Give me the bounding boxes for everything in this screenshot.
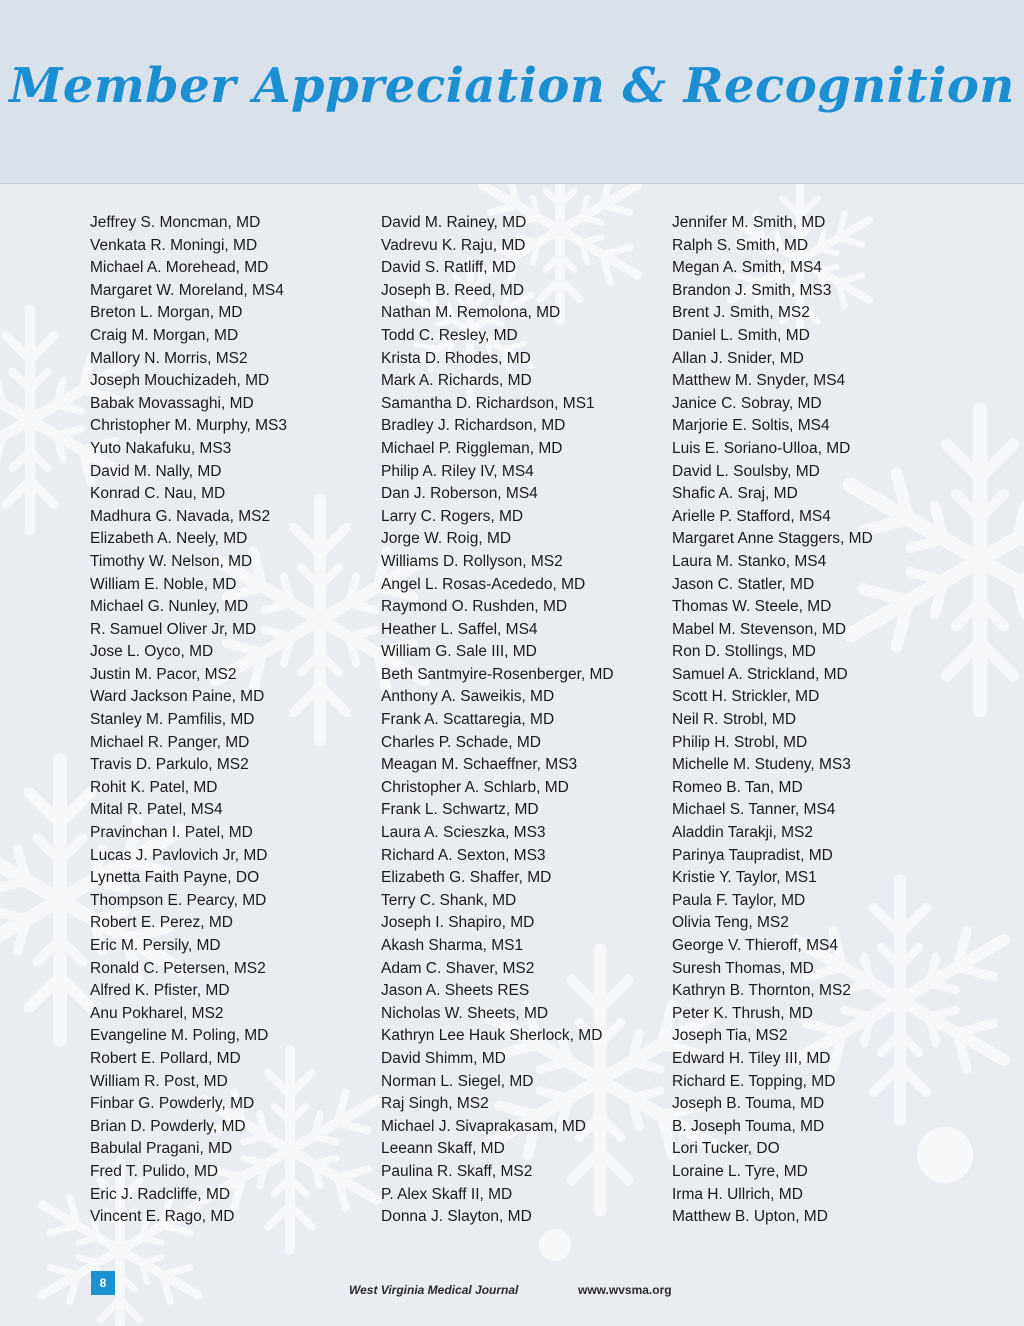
member-name: Arielle P. Stafford, MS4 — [672, 507, 831, 525]
member-name: Frank A. Scattaregia, MD — [381, 711, 555, 729]
member-name: Jorge W. Roig, MD — [381, 530, 512, 548]
member-name: Richard E. Topping, MD — [672, 1072, 836, 1090]
member-name: Elizabeth A. Neely, MD — [90, 530, 248, 548]
member-name: Edward H. Tiley III, MD — [672, 1049, 831, 1067]
member-name: Justin M. Pacor, MS2 — [90, 665, 237, 683]
member-name: Mabel M. Stevenson, MD — [672, 620, 847, 638]
member-name: Evangeline M. Poling, MD — [90, 1027, 269, 1045]
member-name: Robert E. Pollard, MD — [90, 1049, 241, 1067]
member-name: Robert E. Perez, MD — [90, 914, 233, 932]
member-name: Jennifer M. Smith, MD — [672, 214, 826, 231]
member-name: Samuel A. Strickland, MD — [672, 665, 848, 683]
member-name: Vincent E. Rago, MD — [90, 1208, 235, 1226]
member-name: Mallory N. Morris, MS2 — [90, 349, 248, 367]
member-name: Frank L. Schwartz, MD — [381, 801, 539, 819]
member-name: Eric J. Radcliffe, MD — [90, 1185, 231, 1203]
member-name: Kathryn Lee Hauk Sherlock, MD — [381, 1027, 603, 1045]
member-name: Christopher M. Murphy, MS3 — [90, 417, 287, 435]
member-name: Samantha D. Richardson, MS1 — [381, 394, 595, 412]
member-name: Christopher A. Schlarb, MD — [381, 778, 569, 796]
member-name: Ward Jackson Paine, MD — [90, 688, 265, 706]
member-name: Mital R. Patel, MS4 — [90, 801, 223, 819]
member-name: Pravinchan I. Patel, MD — [90, 824, 253, 842]
member-name: Norman L. Siegel, MD — [381, 1072, 534, 1090]
member-name: Vadrevu K. Raju, MD — [381, 236, 526, 254]
member-name: Babak Movassaghi, MD — [90, 394, 254, 412]
member-name: Thompson E. Pearcy, MD — [90, 891, 267, 909]
member-name: Michael R. Panger, MD — [90, 733, 250, 751]
member-name: Nicholas W. Sheets, MD — [381, 1004, 549, 1022]
member-name: Leeann Skaff, MD — [381, 1140, 505, 1158]
member-name: Dan J. Roberson, MS4 — [381, 485, 538, 503]
member-name: Daniel L. Smith, MD — [672, 326, 810, 344]
member-name: Paulina R. Skaff, MS2 — [381, 1162, 533, 1180]
member-name: David Shimm, MD — [381, 1049, 506, 1067]
member-name: R. Samuel Oliver Jr, MD — [90, 620, 257, 638]
member-name: Eric M. Persily, MD — [90, 937, 221, 954]
member-name: Babulal Pragani, MD — [90, 1140, 233, 1158]
member-name: David M. Nally, MD — [90, 462, 222, 480]
page-title: Member Appreciation & Recognition — [9, 58, 1015, 114]
member-name: Michelle M. Studeny, MS3 — [672, 756, 851, 774]
member-name: Olivia Teng, MS2 — [672, 914, 789, 932]
member-name: Michael A. Morehead, MD — [90, 259, 269, 277]
page-header — [0, 0, 1024, 184]
member-name: Scott H. Strickler, MD — [672, 688, 820, 706]
member-name: Timothy W. Nelson, MD — [90, 552, 253, 570]
member-name: Heather L. Saffel, MS4 — [381, 620, 538, 638]
member-name: Laura A. Scieszka, MS3 — [381, 824, 546, 842]
member-name: Loraine L. Tyre, MD — [672, 1162, 808, 1180]
member-name: Anu Pokharel, MS2 — [90, 1004, 224, 1022]
member-name: Bradley J. Richardson, MD — [381, 417, 566, 435]
member-name: Lucas J. Pavlovich Jr, MD — [90, 846, 268, 864]
member-name: Beth Santmyire-Rosenberger, MD — [381, 665, 614, 683]
member-name: Margaret W. Moreland, MS4 — [90, 281, 284, 299]
member-name: William R. Post, MD — [90, 1072, 228, 1090]
member-name: Janice C. Sobray, MD — [672, 394, 822, 412]
member-name: William G. Sale III, MD — [381, 643, 537, 661]
member-name: Matthew B. Upton, MD — [672, 1208, 828, 1226]
member-name: Margaret Anne Staggers, MD — [672, 530, 873, 548]
member-name: Marjorie E. Soltis, MS4 — [672, 417, 830, 435]
member-name: Aladdin Tarakji, MS2 — [672, 824, 814, 842]
member-name: Suresh Thomas, MD — [672, 959, 814, 977]
member-name: Matthew M. Snyder, MS4 — [672, 372, 846, 390]
member-name: Joseph B. Reed, MD — [381, 281, 525, 299]
member-name: Meagan M. Schaeffner, MS3 — [381, 756, 578, 774]
member-name: Donna J. Slayton, MD — [381, 1208, 532, 1226]
member-name: Alfred K. Pfister, MD — [90, 982, 230, 1000]
member-name: Stanley M. Pamfilis, MD — [90, 711, 255, 729]
member-name: Konrad C. Nau, MD — [90, 485, 226, 503]
member-name: Kristie Y. Taylor, MS1 — [672, 869, 817, 887]
member-name: Ronald C. Petersen, MS2 — [90, 959, 266, 977]
member-name: Shafic A. Sraj, MD — [672, 485, 798, 503]
member-column-2 — [381, 212, 671, 1229]
member-name: Craig M. Morgan, MD — [90, 326, 239, 344]
member-name: Jeffrey S. Moncman, MD — [90, 214, 261, 231]
member-name: William E. Noble, MD — [90, 575, 237, 593]
member-name: Charles P. Schade, MD — [381, 733, 541, 751]
member-name: David S. Ratliff, MD — [381, 259, 516, 277]
member-name: Elizabeth G. Shaffer, MD — [381, 869, 552, 887]
member-name: Madhura G. Navada, MS2 — [90, 507, 271, 525]
member-column-3 — [672, 212, 962, 1229]
member-name: Megan A. Smith, MS4 — [672, 259, 822, 277]
member-name: Joseph Tia, MS2 — [672, 1027, 788, 1045]
member-name: Philip H. Strobl, MD — [672, 733, 808, 751]
member-name: Jason A. Sheets RES — [381, 982, 530, 1000]
member-name: P. Alex Skaff II, MD — [381, 1185, 513, 1203]
member-name: Brandon J. Smith, MS3 — [672, 281, 832, 299]
member-name: Allan J. Snider, MD — [672, 349, 804, 367]
member-name: Jose L. Oyco, MD — [90, 643, 214, 661]
member-name: Philip A. Riley IV, MS4 — [381, 462, 534, 480]
member-name: B. Joseph Touma, MD — [672, 1117, 825, 1135]
member-name: Michael P. Riggleman, MD — [381, 439, 563, 457]
journal-name: West Virginia Medical Journal — [349, 1283, 519, 1297]
member-name: Breton L. Morgan, MD — [90, 304, 243, 322]
member-name: Terry C. Shank, MD — [381, 891, 517, 909]
member-name: Rohit K. Patel, MD — [90, 778, 218, 796]
member-name: David M. Rainey, MD — [381, 214, 527, 231]
member-name: Laura M. Stanko, MS4 — [672, 552, 827, 570]
member-name: Venkata R. Moningi, MD — [90, 236, 258, 254]
member-name: Parinya Taupradist, MD — [672, 846, 833, 864]
member-name: Michael J. Sivaprakasam, MD — [381, 1117, 587, 1135]
member-name: Angel L. Rosas-Acededo, MD — [381, 575, 586, 593]
member-name: Yuto Nakafuku, MS3 — [90, 439, 232, 457]
member-name: Michael G. Nunley, MD — [90, 598, 249, 616]
member-name: Neil R. Strobl, MD — [672, 711, 797, 729]
member-name: Larry C. Rogers, MD — [381, 507, 524, 525]
member-name: Luis E. Soriano-Ulloa, MD — [672, 439, 851, 457]
website-link[interactable]: www.wvsma.org — [578, 1283, 672, 1297]
member-name: Anthony A. Saweikis, MD — [381, 688, 555, 706]
member-name: David L. Soulsby, MD — [672, 462, 820, 480]
member-name: Joseph I. Shapiro, MD — [381, 914, 535, 932]
member-name: Ralph S. Smith, MD — [672, 236, 809, 254]
member-column-1 — [90, 212, 380, 1229]
member-name: Akash Sharma, MS1 — [381, 937, 524, 954]
member-name: Nathan M. Remolona, MD — [381, 304, 561, 322]
member-name: Michael S. Tanner, MS4 — [672, 801, 836, 819]
member-name: Joseph B. Touma, MD — [672, 1095, 825, 1113]
member-name: Krista D. Rhodes, MD — [381, 349, 531, 367]
member-name: Adam C. Shaver, MS2 — [381, 959, 535, 977]
member-name: Richard A. Sexton, MS3 — [381, 846, 546, 864]
member-name: Brian D. Powderly, MD — [90, 1117, 246, 1135]
page-number-badge: 8 — [91, 1271, 115, 1295]
member-name: Romeo B. Tan, MD — [672, 778, 803, 796]
member-name: Brent J. Smith, MS2 — [672, 304, 810, 322]
member-name: Raj Singh, MS2 — [381, 1095, 489, 1113]
member-name: Joseph Mouchizadeh, MD — [90, 372, 270, 390]
member-name: Paula F. Taylor, MD — [672, 891, 806, 909]
member-name: Irma H. Ullrich, MD — [672, 1185, 803, 1203]
member-name: Lynetta Faith Payne, DO — [90, 869, 260, 887]
member-name: Todd C. Resley, MD — [381, 326, 518, 344]
member-name: Fred T. Pulido, MD — [90, 1162, 219, 1180]
member-name: Lori Tucker, DO — [672, 1140, 780, 1158]
member-name: Ron D. Stollings, MD — [672, 643, 816, 661]
member-name: Jason C. Statler, MD — [672, 575, 815, 593]
member-name: Peter K. Thrush, MD — [672, 1004, 813, 1022]
member-name: George V. Thieroff, MS4 — [672, 937, 839, 954]
member-name: Raymond O. Rushden, MD — [381, 598, 568, 616]
member-name: Mark A. Richards, MD — [381, 372, 532, 390]
member-name: Travis D. Parkulo, MS2 — [90, 756, 249, 774]
member-name: Williams D. Rollyson, MS2 — [381, 552, 563, 570]
member-name: Finbar G. Powderly, MD — [90, 1095, 255, 1113]
member-name: Thomas W. Steele, MD — [672, 598, 832, 616]
member-name: Kathryn B. Thornton, MS2 — [672, 982, 851, 1000]
